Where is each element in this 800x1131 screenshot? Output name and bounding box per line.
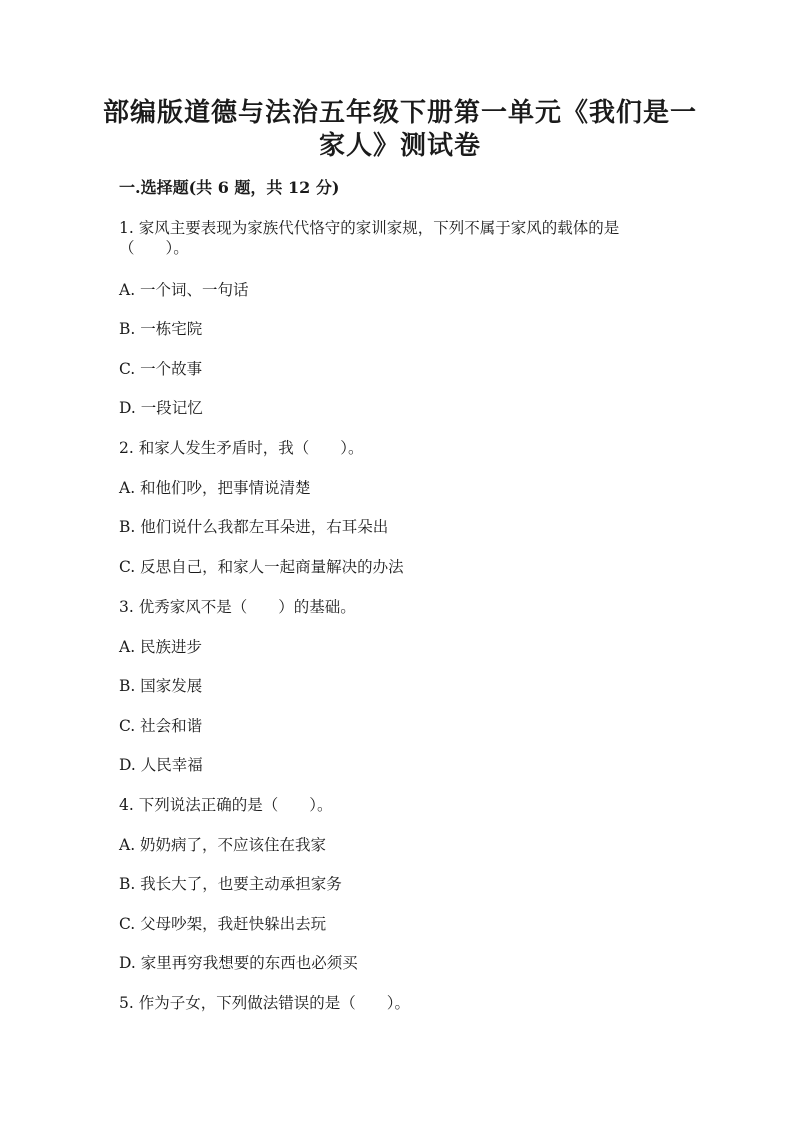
question-2-option-c: C. 反思自己，和家人一起商量解决的办法 [119,558,404,576]
question-4-stem: 4. 下列说法正确的是（ ）。 [119,796,333,814]
question-1-stem: 1. 家风主要表现为家族代代恪守的家训家规，下列不属于家风的载体的是 [119,219,620,237]
question-2-option-a: A. 和他们吵，把事情说清楚 [119,479,311,497]
question-4-option-c: C. 父母吵架，我赶快躲出去玩 [119,915,327,933]
question-3-option-b: B. 国家发展 [119,677,203,695]
question-3-stem: 3. 优秀家风不是（ ）的基础。 [119,598,356,616]
question-1-option-c: C. 一个故事 [119,360,203,378]
exam-title-line-2: 家人》测试卷 [318,131,481,161]
exam-title-line-1: 部编版道德与法治五年级下册第一单元《我们是一 [102,98,697,128]
question-2-stem: 2. 和家人发生矛盾时，我（ ）。 [119,439,364,457]
question-1-option-d: D. 一段记忆 [119,399,203,417]
question-4-option-b: B. 我长大了，也要主动承担家务 [119,875,342,893]
question-4-option-d: D. 家里再穷我想要的东西也必须买 [119,954,358,972]
section-heading: 一.选择题(共 6 题，共 12 分) [119,178,340,197]
question-1-option-a: A. 一个词、一句话 [119,281,249,299]
question-3-option-a: A. 民族进步 [119,638,203,656]
question-1-option-b: B. 一栋宅院 [119,320,203,338]
question-2-option-b: B. 他们说什么我都左耳朵进，右耳朵出 [119,518,389,536]
question-3-option-c: C. 社会和谐 [119,717,203,735]
question-1-stem-continued: （ ）。 [119,239,189,257]
question-4-option-a: A. 奶奶病了，不应该住在我家 [119,836,327,854]
question-3-option-d: D. 人民幸福 [119,756,203,774]
question-5-stem: 5. 作为子女，下列做法错误的是（ ）。 [119,994,410,1012]
